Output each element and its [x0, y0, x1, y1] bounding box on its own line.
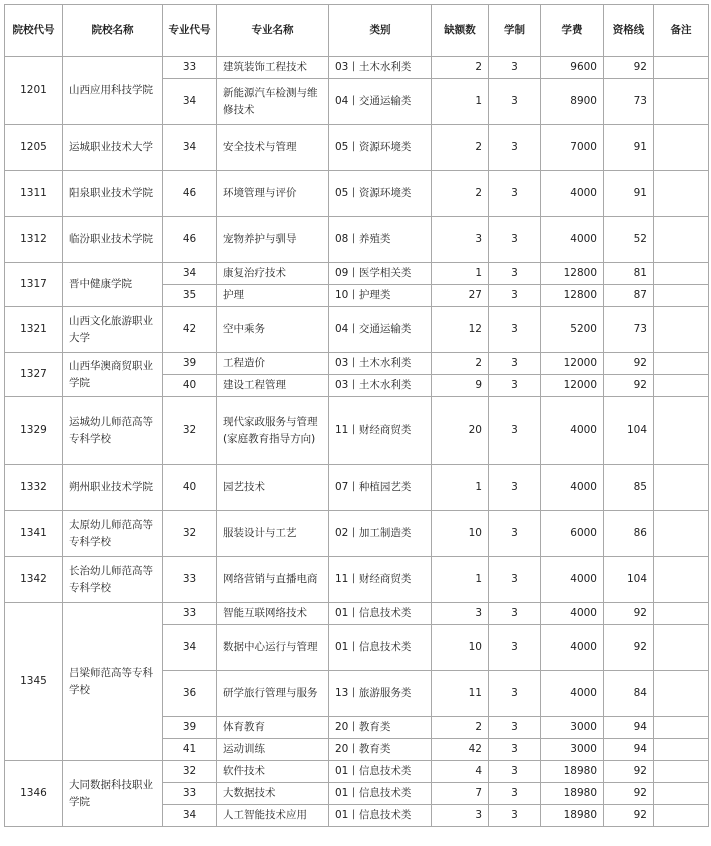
- tuition-cell: 12000: [541, 375, 604, 397]
- duration-cell: 3: [489, 739, 541, 761]
- major-name-cell: 康复治疗技术: [217, 263, 329, 285]
- major-name-cell: 宠物养护与驯导: [217, 217, 329, 263]
- major-code-cell: 32: [163, 511, 217, 557]
- notes-cell: [654, 217, 709, 263]
- duration-cell: 3: [489, 557, 541, 603]
- category-cell: 20丨教育类: [329, 739, 432, 761]
- header-notes: 备注: [654, 5, 709, 57]
- table-row: [5, 263, 709, 285]
- vacancies-cell: 3: [432, 805, 489, 827]
- vacancies-cell: 1: [432, 79, 489, 125]
- school-code-cell: 1201: [5, 57, 63, 125]
- school-code-cell: 1345: [5, 603, 63, 761]
- tuition-cell: 18980: [541, 783, 604, 805]
- school-name-cell: 运城职业技术大学: [63, 125, 163, 171]
- qual-line-cell: 86: [604, 511, 654, 557]
- qual-line-cell: 73: [604, 307, 654, 353]
- category-cell: 01丨信息技术类: [329, 603, 432, 625]
- major-code-cell: 46: [163, 171, 217, 217]
- duration-cell: 3: [489, 625, 541, 671]
- category-cell: 04丨交通运输类: [329, 79, 432, 125]
- duration-cell: 3: [489, 511, 541, 557]
- category-cell: 01丨信息技术类: [329, 783, 432, 805]
- duration-cell: 3: [489, 285, 541, 307]
- notes-cell: [654, 761, 709, 783]
- duration-cell: 3: [489, 717, 541, 739]
- school-name-cell: 山西应用科技学院: [63, 57, 163, 125]
- category-cell: 09丨医学相关类: [329, 263, 432, 285]
- tuition-cell: 3000: [541, 739, 604, 761]
- vacancies-cell: 2: [432, 125, 489, 171]
- notes-cell: [654, 465, 709, 511]
- category-cell: 03丨土木水利类: [329, 375, 432, 397]
- notes-cell: [654, 739, 709, 761]
- major-code-cell: 33: [163, 57, 217, 79]
- major-code-cell: 46: [163, 217, 217, 263]
- major-name-cell: 服装设计与工艺: [217, 511, 329, 557]
- duration-cell: 3: [489, 465, 541, 511]
- vacancies-cell: 2: [432, 57, 489, 79]
- major-name-cell: 网络营销与直播电商: [217, 557, 329, 603]
- school-code-cell: 1205: [5, 125, 63, 171]
- table-row: [5, 511, 709, 557]
- vacancies-cell: 4: [432, 761, 489, 783]
- vacancies-cell: 12: [432, 307, 489, 353]
- header-school-code: 院校代号: [5, 5, 63, 57]
- category-cell: 05丨资源环境类: [329, 125, 432, 171]
- notes-cell: [654, 603, 709, 625]
- tuition-cell: 4000: [541, 217, 604, 263]
- category-cell: 11丨财经商贸类: [329, 397, 432, 465]
- tuition-cell: 8900: [541, 79, 604, 125]
- major-code-cell: 40: [163, 375, 217, 397]
- category-cell: 08丨养殖类: [329, 217, 432, 263]
- tuition-cell: 7000: [541, 125, 604, 171]
- duration-cell: 3: [489, 125, 541, 171]
- category-cell: 02丨加工制造类: [329, 511, 432, 557]
- header-major-name: 专业名称: [217, 5, 329, 57]
- school-name-cell: 山西文化旅游职业大学: [63, 307, 163, 353]
- major-code-cell: 34: [163, 805, 217, 827]
- notes-cell: [654, 353, 709, 375]
- vacancies-cell: 2: [432, 353, 489, 375]
- notes-cell: [654, 263, 709, 285]
- vacancies-cell: 10: [432, 625, 489, 671]
- notes-cell: [654, 397, 709, 465]
- notes-cell: [654, 171, 709, 217]
- qual-line-cell: 92: [604, 625, 654, 671]
- tuition-cell: 12800: [541, 285, 604, 307]
- header-category: 类别: [329, 5, 432, 57]
- major-name-cell: 研学旅行管理与服务: [217, 671, 329, 717]
- qual-line-cell: 92: [604, 603, 654, 625]
- notes-cell: [654, 307, 709, 353]
- header-vacancies: 缺额数: [432, 5, 489, 57]
- vacancies-cell: 3: [432, 603, 489, 625]
- tuition-cell: 4000: [541, 671, 604, 717]
- tuition-cell: 18980: [541, 761, 604, 783]
- category-cell: 01丨信息技术类: [329, 625, 432, 671]
- major-name-cell: 空中乘务: [217, 307, 329, 353]
- duration-cell: 3: [489, 307, 541, 353]
- vacancies-cell: 1: [432, 557, 489, 603]
- header-major-code: 专业代号: [163, 5, 217, 57]
- qual-line-cell: 91: [604, 125, 654, 171]
- duration-cell: 3: [489, 217, 541, 263]
- major-code-cell: 34: [163, 263, 217, 285]
- school-name-cell: 临汾职业技术学院: [63, 217, 163, 263]
- vacancies-cell: 27: [432, 285, 489, 307]
- table-row: [5, 761, 709, 783]
- notes-cell: [654, 511, 709, 557]
- school-name-cell: 运城幼儿师范高等专科学校: [63, 397, 163, 465]
- school-name-cell: 晋中健康学院: [63, 263, 163, 307]
- table-row: [5, 557, 709, 603]
- vacancies-cell: 42: [432, 739, 489, 761]
- category-cell: 07丨种植园艺类: [329, 465, 432, 511]
- tuition-cell: 4000: [541, 625, 604, 671]
- major-name-cell: 智能互联网络技术: [217, 603, 329, 625]
- school-name-cell: 长治幼儿师范高等专科学校: [63, 557, 163, 603]
- vacancies-cell: 3: [432, 217, 489, 263]
- qual-line-cell: 92: [604, 761, 654, 783]
- school-name-cell: 山西华澳商贸职业学院: [63, 353, 163, 397]
- major-code-cell: 34: [163, 125, 217, 171]
- duration-cell: 3: [489, 353, 541, 375]
- duration-cell: 3: [489, 783, 541, 805]
- major-name-cell: 新能源汽车检测与维修技术: [217, 79, 329, 125]
- qual-line-cell: 92: [604, 783, 654, 805]
- school-code-cell: 1321: [5, 307, 63, 353]
- vacancies-cell: 2: [432, 717, 489, 739]
- major-code-cell: 36: [163, 671, 217, 717]
- major-name-cell: 数据中心运行与管理: [217, 625, 329, 671]
- tuition-cell: 12000: [541, 353, 604, 375]
- qual-line-cell: 52: [604, 217, 654, 263]
- qual-line-cell: 92: [604, 353, 654, 375]
- qual-line-cell: 87: [604, 285, 654, 307]
- major-code-cell: 34: [163, 625, 217, 671]
- table-row: [5, 353, 709, 375]
- qual-line-cell: 104: [604, 397, 654, 465]
- school-code-cell: 1327: [5, 353, 63, 397]
- school-code-cell: 1311: [5, 171, 63, 217]
- duration-cell: 3: [489, 671, 541, 717]
- notes-cell: [654, 557, 709, 603]
- vacancies-cell: 20: [432, 397, 489, 465]
- major-code-cell: 35: [163, 285, 217, 307]
- major-name-cell: 建设工程管理: [217, 375, 329, 397]
- category-cell: 05丨资源环境类: [329, 171, 432, 217]
- category-cell: 03丨土木水利类: [329, 353, 432, 375]
- table-row: [5, 307, 709, 353]
- major-name-cell: 运动训练: [217, 739, 329, 761]
- duration-cell: 3: [489, 79, 541, 125]
- qual-line-cell: 92: [604, 57, 654, 79]
- notes-cell: [654, 57, 709, 79]
- vacancies-cell: 11: [432, 671, 489, 717]
- duration-cell: 3: [489, 761, 541, 783]
- vacancies-cell: 2: [432, 171, 489, 217]
- tuition-cell: 4000: [541, 557, 604, 603]
- school-name-cell: 吕梁师范高等专科学校: [63, 603, 163, 761]
- school-name-cell: 朔州职业技术学院: [63, 465, 163, 511]
- table-row: [5, 603, 709, 625]
- major-name-cell: 园艺技术: [217, 465, 329, 511]
- table-row: [5, 171, 709, 217]
- major-name-cell: 软件技术: [217, 761, 329, 783]
- qual-line-cell: 94: [604, 739, 654, 761]
- major-name-cell: 建筑装饰工程技术: [217, 57, 329, 79]
- school-code-cell: 1346: [5, 761, 63, 827]
- category-cell: 03丨土木水利类: [329, 57, 432, 79]
- duration-cell: 3: [489, 805, 541, 827]
- category-cell: 01丨信息技术类: [329, 761, 432, 783]
- school-code-cell: 1312: [5, 217, 63, 263]
- header-qual-line: 资格线: [604, 5, 654, 57]
- school-name-cell: 太原幼儿师范高等专科学校: [63, 511, 163, 557]
- major-code-cell: 42: [163, 307, 217, 353]
- major-name-cell: 护理: [217, 285, 329, 307]
- major-name-cell: 环境管理与评价: [217, 171, 329, 217]
- school-code-cell: 1332: [5, 465, 63, 511]
- qual-line-cell: 73: [604, 79, 654, 125]
- category-cell: 20丨教育类: [329, 717, 432, 739]
- notes-cell: [654, 717, 709, 739]
- school-code-cell: 1341: [5, 511, 63, 557]
- vacancies-cell: 1: [432, 465, 489, 511]
- tuition-cell: 4000: [541, 397, 604, 465]
- table-row: [5, 217, 709, 263]
- header-school-name: 院校名称: [63, 5, 163, 57]
- qual-line-cell: 85: [604, 465, 654, 511]
- major-name-cell: 安全技术与管理: [217, 125, 329, 171]
- major-code-cell: 32: [163, 761, 217, 783]
- notes-cell: [654, 375, 709, 397]
- vacancies-cell: 10: [432, 511, 489, 557]
- tuition-cell: 3000: [541, 717, 604, 739]
- tuition-cell: 4000: [541, 603, 604, 625]
- notes-cell: [654, 125, 709, 171]
- header-tuition: 学费: [541, 5, 604, 57]
- major-code-cell: 34: [163, 79, 217, 125]
- school-name-cell: 大同数据科技职业学院: [63, 761, 163, 827]
- major-name-cell: 大数据技术: [217, 783, 329, 805]
- tuition-cell: 18980: [541, 805, 604, 827]
- qual-line-cell: 94: [604, 717, 654, 739]
- notes-cell: [654, 79, 709, 125]
- major-code-cell: 33: [163, 783, 217, 805]
- major-code-cell: 41: [163, 739, 217, 761]
- tuition-cell: 9600: [541, 57, 604, 79]
- tuition-cell: 4000: [541, 171, 604, 217]
- vacancies-cell: 1: [432, 263, 489, 285]
- notes-cell: [654, 285, 709, 307]
- major-name-cell: 现代家政服务与管理(家庭教育指导方向): [217, 397, 329, 465]
- major-code-cell: 39: [163, 353, 217, 375]
- tuition-cell: 6000: [541, 511, 604, 557]
- tuition-cell: 12800: [541, 263, 604, 285]
- major-name-cell: 人工智能技术应用: [217, 805, 329, 827]
- duration-cell: 3: [489, 171, 541, 217]
- category-cell: 13丨旅游服务类: [329, 671, 432, 717]
- school-code-cell: 1342: [5, 557, 63, 603]
- qual-line-cell: 81: [604, 263, 654, 285]
- qual-line-cell: 91: [604, 171, 654, 217]
- school-name-cell: 阳泉职业技术学院: [63, 171, 163, 217]
- major-name-cell: 工程造价: [217, 353, 329, 375]
- header-duration: 学制: [489, 5, 541, 57]
- duration-cell: 3: [489, 603, 541, 625]
- notes-cell: [654, 805, 709, 827]
- duration-cell: 3: [489, 397, 541, 465]
- qual-line-cell: 92: [604, 805, 654, 827]
- major-code-cell: 33: [163, 603, 217, 625]
- qual-line-cell: 104: [604, 557, 654, 603]
- qual-line-cell: 92: [604, 375, 654, 397]
- qual-line-cell: 84: [604, 671, 654, 717]
- category-cell: 01丨信息技术类: [329, 805, 432, 827]
- major-code-cell: 33: [163, 557, 217, 603]
- notes-cell: [654, 783, 709, 805]
- notes-cell: [654, 671, 709, 717]
- major-code-cell: 32: [163, 397, 217, 465]
- table-row: [5, 57, 709, 79]
- category-cell: 11丨财经商贸类: [329, 557, 432, 603]
- major-code-cell: 39: [163, 717, 217, 739]
- tuition-cell: 4000: [541, 465, 604, 511]
- duration-cell: 3: [489, 263, 541, 285]
- table-row: [5, 465, 709, 511]
- vacancies-cell: 9: [432, 375, 489, 397]
- duration-cell: 3: [489, 375, 541, 397]
- tuition-cell: 5200: [541, 307, 604, 353]
- admissions-table: [4, 4, 709, 827]
- table-row: [5, 397, 709, 465]
- duration-cell: 3: [489, 57, 541, 79]
- major-name-cell: 体育教育: [217, 717, 329, 739]
- table-row: [5, 125, 709, 171]
- category-cell: 04丨交通运输类: [329, 307, 432, 353]
- school-code-cell: 1317: [5, 263, 63, 307]
- vacancies-cell: 7: [432, 783, 489, 805]
- major-code-cell: 40: [163, 465, 217, 511]
- table-body: [5, 57, 709, 827]
- header-row: [5, 5, 709, 57]
- category-cell: 10丨护理类: [329, 285, 432, 307]
- school-code-cell: 1329: [5, 397, 63, 465]
- notes-cell: [654, 625, 709, 671]
